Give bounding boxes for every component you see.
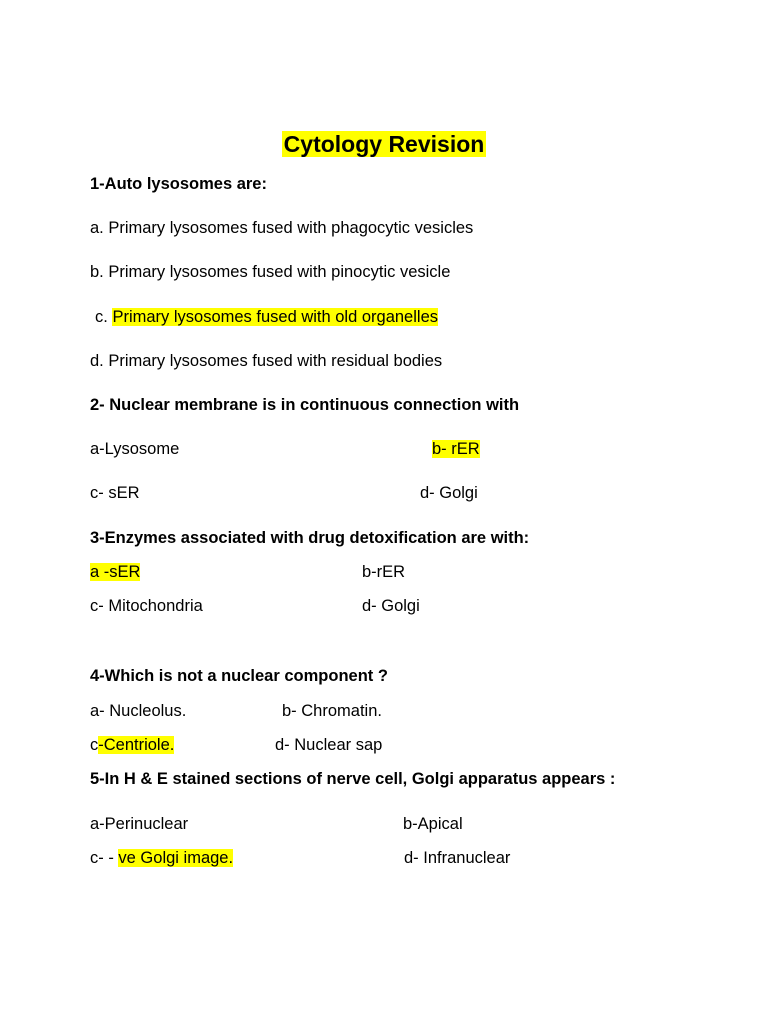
page-title: Cytology Revision xyxy=(283,131,485,157)
q4-answer-highlight: -Centriole. xyxy=(98,736,175,754)
q5-option-c-prefix: c- - xyxy=(90,849,114,867)
q4-option-c-prefix: c xyxy=(90,736,99,754)
q3-option-c: c- Mitochondria xyxy=(90,597,203,615)
q4-option-a: a- Nucleolus. xyxy=(90,702,187,720)
question-4: 4-Which is not a nuclear component ? xyxy=(90,667,388,685)
q2-answer-highlight: b- rER xyxy=(432,440,480,458)
q5-answer-highlight: ve Golgi image. xyxy=(118,849,234,867)
q1-option-b: b. Primary lysosomes fused with pinocytic vesicle xyxy=(90,263,451,281)
question-2: 2- Nuclear membrane is in continuous connection with xyxy=(90,396,520,414)
q2-option-d: d- Golgi xyxy=(420,484,478,502)
q2-option-a: a-Lysosome xyxy=(90,440,180,458)
q3-option-d: d- Golgi xyxy=(362,597,420,615)
q3-option-a xyxy=(90,562,140,582)
q4-option-d: d- Nuclear sap xyxy=(275,736,383,754)
q3-option-b: b-rER xyxy=(362,563,406,581)
q1-answer-highlight: Primary lysosomes fused with old organelles xyxy=(112,308,438,326)
question-5: 5-In H & E stained sections of nerve cell, Golgi apparatus appears : xyxy=(90,770,616,788)
q1-option-d: d. Primary lysosomes fused with residual bodies xyxy=(90,352,443,370)
q2-option-c: c- sER xyxy=(90,484,140,502)
q1-option-c xyxy=(95,307,438,327)
q4-option-b: b- Chromatin. xyxy=(282,702,382,720)
q5-option-a: a-Perinuclear xyxy=(90,815,189,833)
q5-option-d: d- Infranuclear xyxy=(404,849,511,867)
q4-option-c xyxy=(90,735,174,755)
q5-option-b: b-Apical xyxy=(403,815,463,833)
q5-option-c xyxy=(90,848,233,868)
q1-option-c-prefix: c. xyxy=(95,308,108,326)
question-3: 3-Enzymes associated with drug detoxification are with: xyxy=(90,529,530,547)
q2-option-b xyxy=(432,439,480,459)
question-1: 1-Auto lysosomes are: xyxy=(90,175,267,193)
q1-option-a: a. Primary lysosomes fused with phagocytic vesicles xyxy=(90,219,474,237)
q3-answer-highlight: a -sER xyxy=(90,563,141,581)
